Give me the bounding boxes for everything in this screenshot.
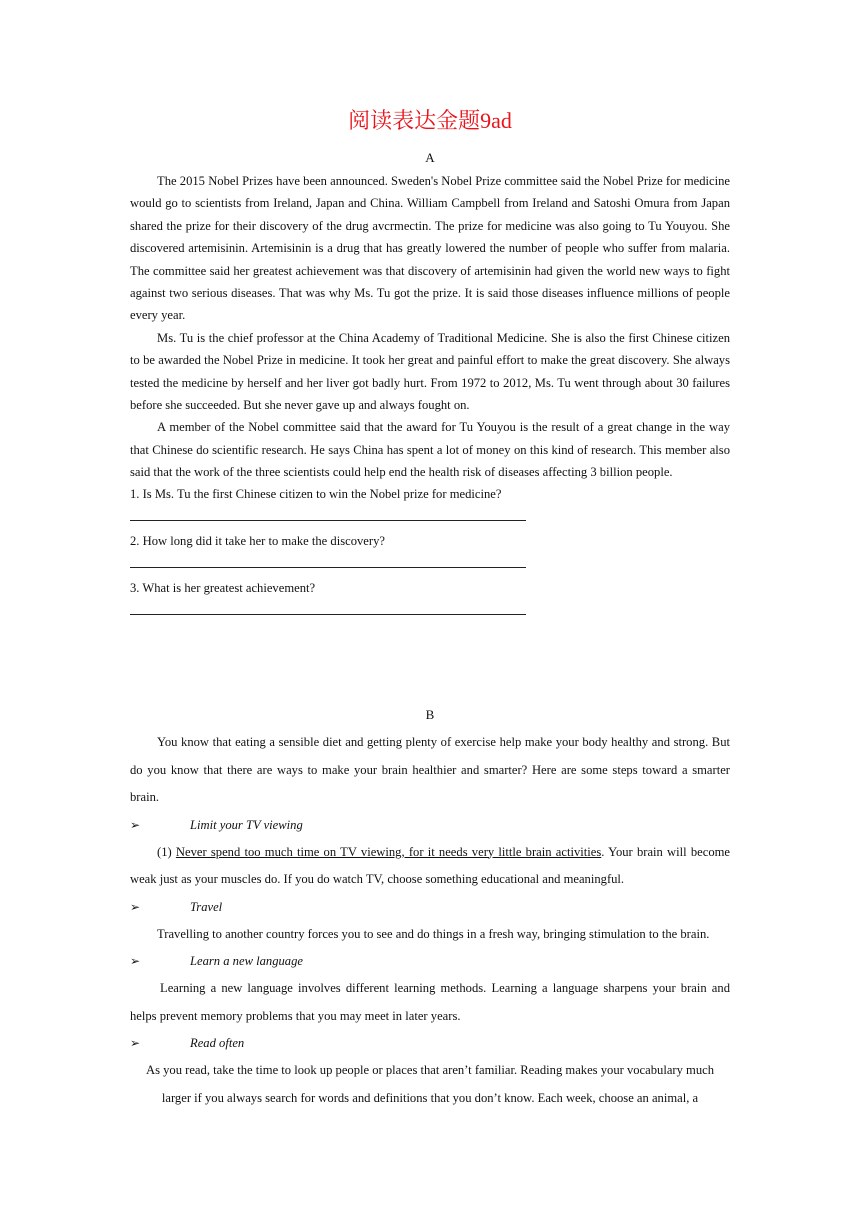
arrow-bullet-icon: ➢ — [130, 954, 141, 968]
tip-paragraph-3: Learning a new language involves different learning methods. Learning a language sharpens your brain and helps prevent memory problems that you may meet in later years. — [130, 981, 730, 1023]
paragraph-a1: The 2015 Nobel Prizes have been announced. Sweden's Nobel Prize committee said the Nobel Prize for medicine would go to scientists from Ireland, Japan and China. William Campbell from Ireland and Satoshi Omura from Japan shared the prize for their discovery of the drug avcrmectin. The prize for medicine was also going to Tu Youyou. She discovered artemisinin. Artemisinin is a drug that has greatly lowered the number of people who suffer from malaria. The committee said her greatest achievement was that discovery of artemisinin had given the world new ways to fight against two serious diseases. That was why Ms. Tu got the prize. It is said those diseases influence millions of people every year. — [130, 174, 730, 323]
blank-number: (1) — [157, 844, 176, 859]
section-b-body — [130, 729, 730, 1112]
document-title: 阅读表达金题9ad — [348, 108, 512, 133]
tip-heading-4 — [130, 1030, 730, 1057]
arrow-bullet-icon: ➢ — [130, 899, 141, 914]
tip-paragraph-4: As you read, take the time to look up people or places that aren’t familiar. Reading makes your vocabulary much larger if you always search for words and definitions that you don’t know. Each week, choose an animal, a — [145, 1063, 715, 1105]
tip-heading-text: Limit your TV viewing — [190, 817, 303, 832]
tip-heading-text: Travel — [190, 899, 223, 914]
tip-paragraph-1 — [130, 839, 730, 894]
answer-line-2[interactable] — [130, 567, 526, 568]
tip-heading-3 — [130, 948, 730, 975]
paragraph-a2: Ms. Tu is the chief professor at the China Academy of Traditional Medicine. She is also the first Chinese citizen to be awarded the Nobel Prize in medicine. It took her great and painful effort to make the great discovery. She always tested the medicine by herself and her liver got badly hurt. From 1972 to 2012, Ms. Tu went through about 30 failures before she succeeded. But she never gave up and always fought on. — [130, 330, 730, 413]
tip-heading-text: Read often — [190, 1036, 245, 1050]
tip-paragraph-2: Travelling to another country forces you to see and do things in a fresh way, bringing stimulation to the brain. — [157, 926, 710, 941]
question-1: 1. Is Ms. Tu the first Chinese citizen to win the Nobel prize for medicine? — [130, 487, 502, 501]
question-3: 3. What is her greatest achievement? — [130, 581, 316, 595]
tip-heading-2 — [130, 894, 730, 921]
arrow-bullet-icon: ➢ — [130, 817, 141, 832]
question-2: 2. How long did it take her to make the discovery? — [130, 534, 385, 548]
section-a-label: A — [425, 150, 435, 165]
section-b-label: B — [425, 707, 435, 722]
paragraph-a3: A member of the Nobel committee said that the award for Tu Youyou is the result of a great change in the way that Chinese do scientific research. He says China has spent a lot of money on this kind of research. This member also said that the work of the three scientists could help end the health risk of diseases affecting 3 billion people. — [130, 420, 730, 480]
tip-heading-text: Learn a new language — [190, 954, 303, 968]
questions-block — [130, 483, 730, 624]
answer-line-1[interactable] — [130, 520, 526, 521]
underlined-sentence: Never spend too much time on TV viewing, for it needs very little brain activities — [175, 844, 602, 859]
section-a-body — [130, 170, 730, 484]
paragraph-b-intro: You know that eating a sensible diet and getting plenty of exercise help make your body healthy and strong. But do you know that there are ways to make your brain healthier and smarter? Here are some steps toward a smarter brain. — [130, 735, 730, 804]
arrow-bullet-icon: ➢ — [130, 1036, 141, 1050]
tip-paragraph-rest: . Your brain will become weak just as your muscles do. If you do watch TV, choose something educational and meaningful. — [130, 844, 730, 886]
answer-line-3[interactable] — [130, 614, 526, 615]
tip-heading-1 — [130, 812, 730, 839]
